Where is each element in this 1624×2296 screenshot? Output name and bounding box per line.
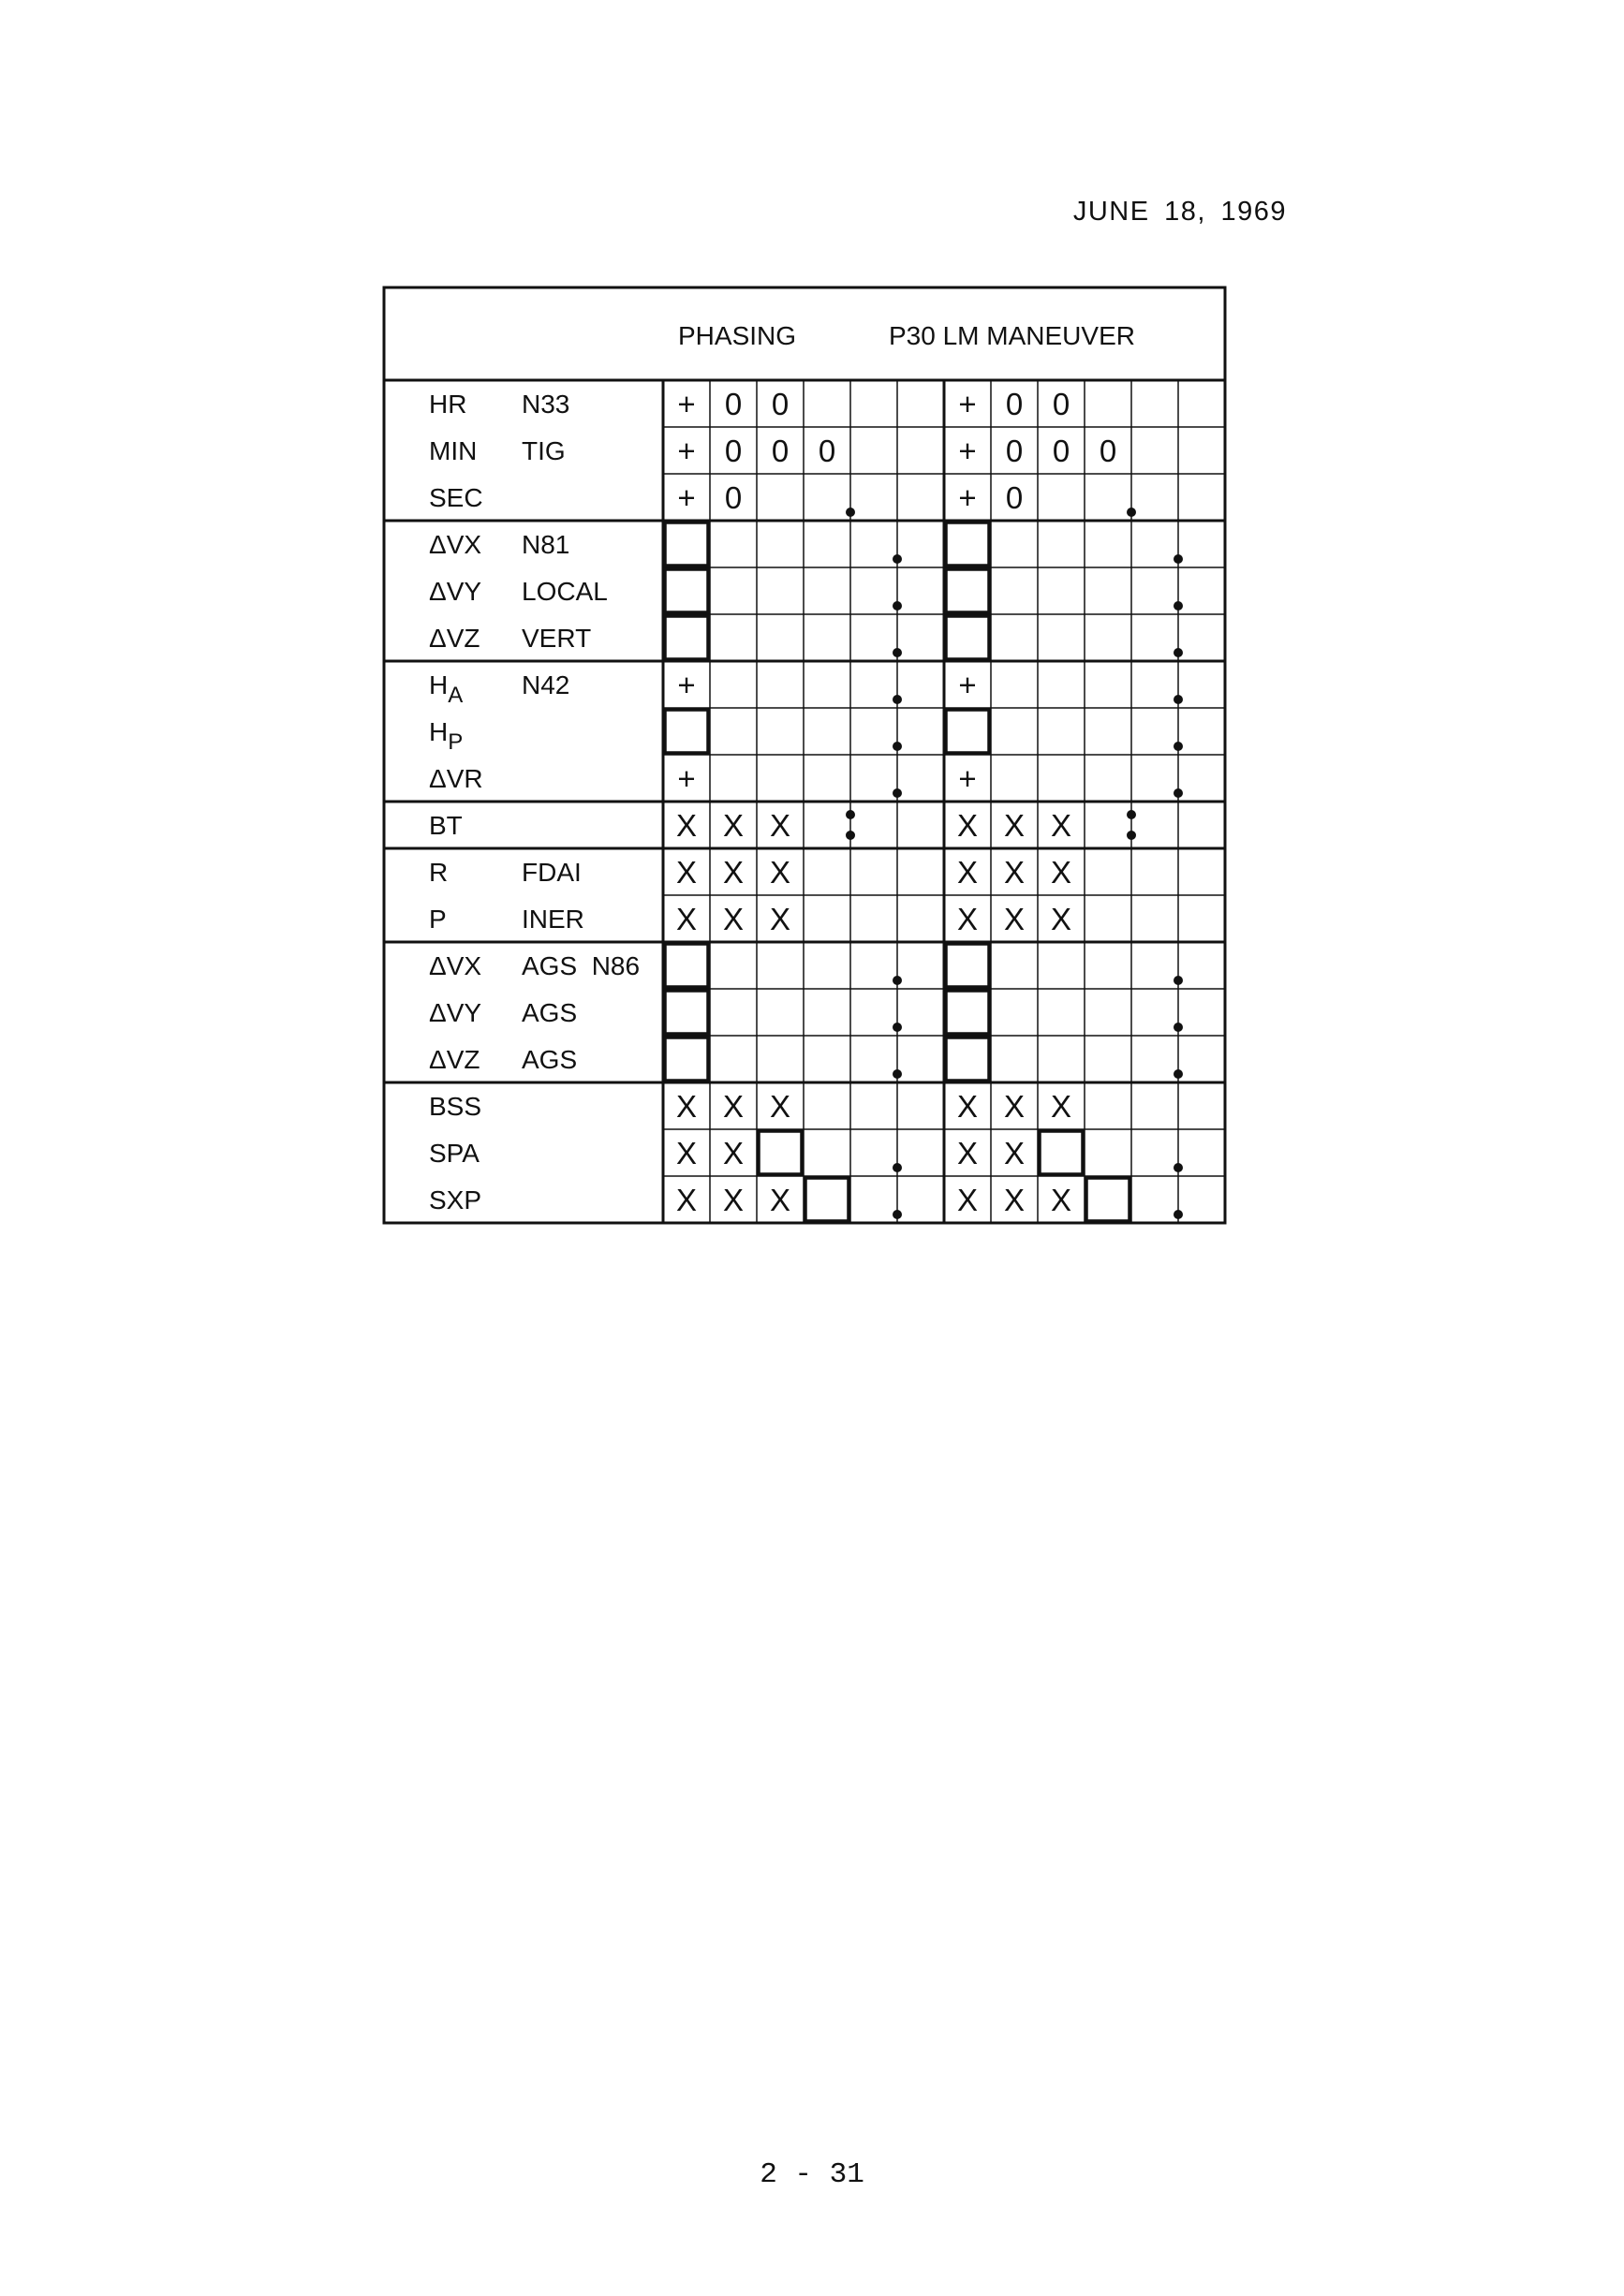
cell-entry: X: [722, 902, 745, 936]
decimal-point: [1174, 601, 1183, 611]
row-label: BT: [429, 811, 463, 840]
page-date: JUNE 18, 1969: [1072, 197, 1287, 227]
cell-entry: X: [1003, 808, 1026, 843]
row-label: ΔVY: [429, 577, 482, 606]
cell-entry: +: [677, 480, 696, 515]
entry-box: [665, 944, 708, 987]
cell-entry: X: [675, 808, 698, 843]
cell-entry: X: [722, 855, 745, 890]
cell-entry: 0: [1052, 434, 1070, 468]
decimal-point: [893, 1069, 902, 1079]
decimal-point: [893, 1163, 902, 1172]
cell-entry: X: [722, 1089, 745, 1124]
cell-entry: X: [769, 1089, 791, 1124]
row-label: ΔVR: [429, 764, 483, 793]
cell-entry: X: [1050, 1183, 1072, 1217]
cell-entry: X: [675, 1183, 698, 1217]
cell-entry: 0: [724, 387, 743, 421]
decimal-point: [1174, 1210, 1183, 1219]
colon-dot-bottom: [1127, 831, 1136, 840]
cell-entry: +: [958, 387, 977, 421]
decimal-point: [893, 1210, 902, 1219]
cell-entry: X: [1003, 1183, 1026, 1217]
cell-entry: +: [677, 668, 696, 702]
decimal-point: [1174, 1069, 1183, 1079]
cell-entry: X: [675, 855, 698, 890]
row-label: ΔVZ: [429, 624, 480, 653]
cell-entry: X: [769, 1183, 791, 1217]
row-sublabel: N81: [522, 530, 570, 559]
row-sublabel: N33: [522, 390, 570, 419]
entry-box: [665, 616, 708, 659]
decimal-point: [1174, 1023, 1183, 1032]
cell-entry: 0: [771, 387, 790, 421]
cell-entry: X: [956, 855, 979, 890]
entry-box: [665, 1038, 708, 1081]
decimal-point: [1174, 976, 1183, 985]
entry-box: [946, 616, 989, 659]
header-phasing: PHASING: [678, 321, 797, 350]
decimal-point: [1174, 695, 1183, 704]
header-p30-lm-maneuver: P30 LM MANEUVER: [889, 321, 1135, 350]
cell-entry: X: [1050, 855, 1072, 890]
cell-entry: X: [1003, 1136, 1026, 1170]
cell-entry: X: [675, 1136, 698, 1170]
decimal-point: [893, 1023, 902, 1032]
cell-entry: +: [677, 387, 696, 421]
row-sublabel: AGS N86: [522, 951, 641, 980]
cell-entry: X: [956, 1183, 979, 1217]
decimal-point: [1174, 554, 1183, 564]
decimal-point: [893, 742, 902, 751]
row-sublabel: VERT: [522, 624, 592, 653]
row-sublabel: AGS: [522, 1045, 578, 1074]
decimal-point: [1174, 788, 1183, 798]
cell-entry: 0: [1005, 480, 1024, 515]
row-label: SEC: [429, 483, 483, 512]
cell-entry: X: [1003, 902, 1026, 936]
cell-entry: 0: [818, 434, 836, 468]
cell-entry: +: [958, 480, 977, 515]
row-label: BSS: [429, 1092, 482, 1121]
entry-box: [665, 522, 708, 566]
entry-box: [946, 522, 989, 566]
entry-box: [946, 1038, 989, 1081]
cell-entry: 0: [724, 434, 743, 468]
cell-entry: 0: [1005, 434, 1024, 468]
cell-entry: X: [675, 902, 698, 936]
entry-box: [805, 1178, 849, 1221]
cell-entry: X: [1050, 808, 1072, 843]
cell-entry: +: [958, 668, 977, 702]
entry-box: [946, 991, 989, 1034]
decimal-point: [893, 648, 902, 657]
cell-entry: 0: [1005, 387, 1024, 421]
entry-box: [1040, 1131, 1083, 1174]
row-label: HA: [429, 670, 464, 708]
row-label: ΔVX: [429, 951, 482, 980]
colon-dot-top: [846, 810, 855, 819]
cell-entry: X: [956, 1089, 979, 1124]
cell-entry: X: [1050, 1089, 1072, 1124]
entry-box: [1086, 1178, 1129, 1221]
row-label: HP: [429, 717, 464, 755]
cell-entry: X: [722, 1136, 745, 1170]
cell-entry: +: [958, 761, 977, 796]
page-number: 2 - 31: [760, 2158, 864, 2191]
entry-box: [665, 991, 708, 1034]
entry-box: [759, 1131, 802, 1174]
cell-entry: X: [1003, 1089, 1026, 1124]
cell-entry: +: [677, 434, 696, 468]
row-sublabel: N42: [522, 670, 570, 699]
decimal-point: [1174, 742, 1183, 751]
decimal-point: [893, 554, 902, 564]
cell-entry: X: [769, 855, 791, 890]
cell-entry: X: [722, 808, 745, 843]
decimal-point: [893, 695, 902, 704]
entry-box: [946, 944, 989, 987]
cell-entry: X: [675, 1089, 698, 1124]
row-label: MIN: [429, 436, 478, 465]
row-label: ΔVY: [429, 998, 482, 1027]
row-label: HR: [429, 390, 467, 419]
cell-entry: 0: [771, 434, 790, 468]
cell-entry: 0: [1099, 434, 1117, 468]
decimal-point: [1127, 508, 1136, 517]
row-sublabel: AGS: [522, 998, 578, 1027]
decimal-point: [1174, 1163, 1183, 1172]
entry-box: [665, 569, 708, 612]
cell-entry: X: [956, 1136, 979, 1170]
entry-box: [665, 710, 708, 753]
cell-entry: 0: [724, 480, 743, 515]
cell-entry: X: [1050, 902, 1072, 936]
cell-entry: X: [769, 808, 791, 843]
row-label: SXP: [429, 1185, 482, 1214]
entry-box: [946, 569, 989, 612]
cell-entry: X: [722, 1183, 745, 1217]
row-label: ΔVZ: [429, 1045, 480, 1074]
decimal-point: [1174, 648, 1183, 657]
colon-dot-bottom: [846, 831, 855, 840]
cell-entry: X: [1003, 855, 1026, 890]
decimal-point: [846, 508, 855, 517]
cell-entry: +: [677, 761, 696, 796]
cell-entry: +: [958, 434, 977, 468]
cell-entry: X: [956, 902, 979, 936]
decimal-point: [893, 788, 902, 798]
decimal-point: [893, 601, 902, 611]
cell-entry: X: [769, 902, 791, 936]
row-label: ΔVX: [429, 530, 482, 559]
row-sublabel: TIG: [522, 436, 566, 465]
row-label: P: [429, 905, 447, 934]
cell-entry: X: [956, 808, 979, 843]
decimal-point: [893, 976, 902, 985]
row-sublabel: LOCAL: [522, 577, 608, 606]
row-sublabel: INER: [522, 905, 584, 934]
row-sublabel: FDAI: [522, 858, 582, 887]
row-label: R: [429, 858, 449, 887]
row-label: SPA: [429, 1139, 480, 1168]
entry-box: [946, 710, 989, 753]
cell-entry: 0: [1052, 387, 1070, 421]
colon-dot-top: [1127, 810, 1136, 819]
